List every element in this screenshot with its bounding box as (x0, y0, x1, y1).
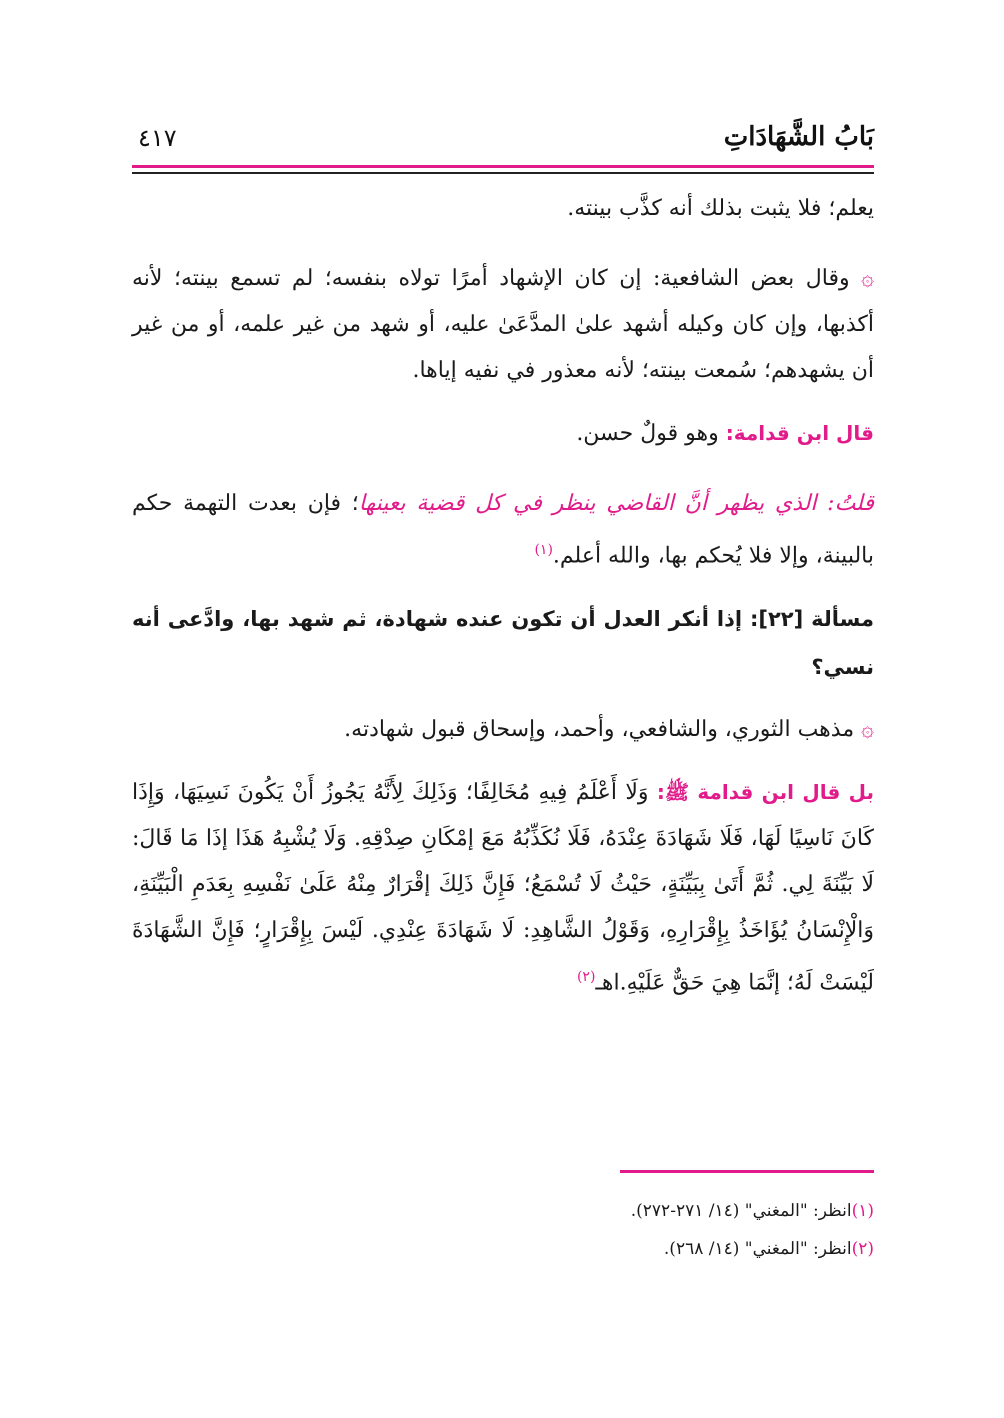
header-rule-pink (132, 165, 874, 168)
author-label: قلتُ: (827, 491, 874, 516)
footnote-ref-2[interactable]: (٢) (576, 969, 596, 986)
chapter-title: بَابُ الشَّهَادَاتِ (723, 122, 874, 152)
footnote-ref-1[interactable]: (١) (534, 542, 553, 558)
footnote-separator (620, 1170, 874, 1173)
paragraph-3: قال ابن قدامة: وهو قولٌ حسن. (576, 421, 874, 446)
footnote-1: (١)انظر: "المغني" (١٤/ ٢٧١-٢٧٢). (630, 1201, 874, 1221)
flower-ornament-icon: ۞ (861, 717, 874, 743)
highlighted-opinion: الذي يظهر أنَّ القاضي ينظر في كل قضية بعينها (358, 491, 817, 516)
footnote-2: (٢)انظر: "المغني" (١٤/ ٢٦٨). (663, 1239, 874, 1259)
flower-ornament-icon: ۞ (861, 266, 875, 291)
paragraph-4: قلتُ: الذي يظهر أنَّ القاضي ينظر في كل قضية بعينها؛ فإن بعدت التهمة حكم بالبينة، وإلا فلا يُحكم بها، والله أعلم.$^{(١)}$ (132, 491, 874, 569)
paragraph-1: يعلم؛ فلا يثبت بذلك أنه كذَّب بينته. (567, 196, 874, 221)
page-header (132, 120, 874, 160)
page-number: ٤١٧ (138, 124, 177, 152)
footnotes (132, 1192, 874, 1268)
speaker-label: بل قال ابن قدامة ﷺ: (656, 780, 874, 805)
question-label: مسألة [٢٢]: (749, 607, 874, 632)
paragraph-2: ۞ وقال بعض الشافعية: إن كان الإشهاد أمرًا تولاه بنفسه؛ لم تسمع بينته؛ لأنه أكذبها، وإن كان وكيله أشهد علىٰ المدَّعَىٰ عليه، أو شهد من غير علمه، أو من غير أن يشهدهم؛ سُمعت بينته؛ لأنه معذور في نفيه إياها. (132, 266, 875, 383)
paragraph-6: بل قال ابن قدامة ﷺ: وَلَا أَعْلَمُ فِيهِ مُخَالِفًا؛ وَذَلِكَ لِأَنَّهُ يَجُوزُ أَنْ يَكُونَ نَسِيَهَا، وَإِذَا كَانَ نَاسِيًا لَهَا، فَلَا شَهَادَةَ عِنْدَهُ، فَلَا نُكَذِّبُهُ مَعَ إمْكَانِ صِدْقِهِ. وَلَا يُشْبِهُ هَذَا إذَا مَا قَالَ: لَا بَيِّنَةَ لِي. ثُمَّ أَتَىٰ بِبَيِّنَةٍ، حَيْثُ لَا تُسْمَعُ؛ فَإِنَّ ذَلِكَ إقْرَارٌ مِنْهُ عَلَىٰ نَفْسِهِ بِعَدَمِ الْبَيِّنَةِ، وَالْإِنْسَانُ يُؤَاخَذُ بِإِقْرَارِهِ، وَقَوْلُ الشَّاهِدِ: لَا شَهَادَةَ عِنْدِي. لَيْسَ بِإِقْرَارٍ؛ فَإِنَّ الشَّهَادَةَ لَيْسَتْ لَهُ؛ إنَّمَا هِيَ حَقٌّ عَلَيْهِ.اهـ$^{(٢)}$ (132, 780, 874, 996)
page-body (132, 186, 874, 1007)
paragraph-5: ۞ مذهب الثوري، والشافعي، وأحمد، وإسحاق قبول شهادته. (344, 717, 874, 743)
header-rule-dark (132, 172, 874, 174)
question-text: إذا أنكر العدل أن تكون عنده شهادة، ثم شهد بها، وادَّعى أنه نسي؟ (132, 607, 874, 680)
question-heading (132, 595, 874, 691)
speaker-label: قال ابن قدامة: (725, 421, 874, 445)
